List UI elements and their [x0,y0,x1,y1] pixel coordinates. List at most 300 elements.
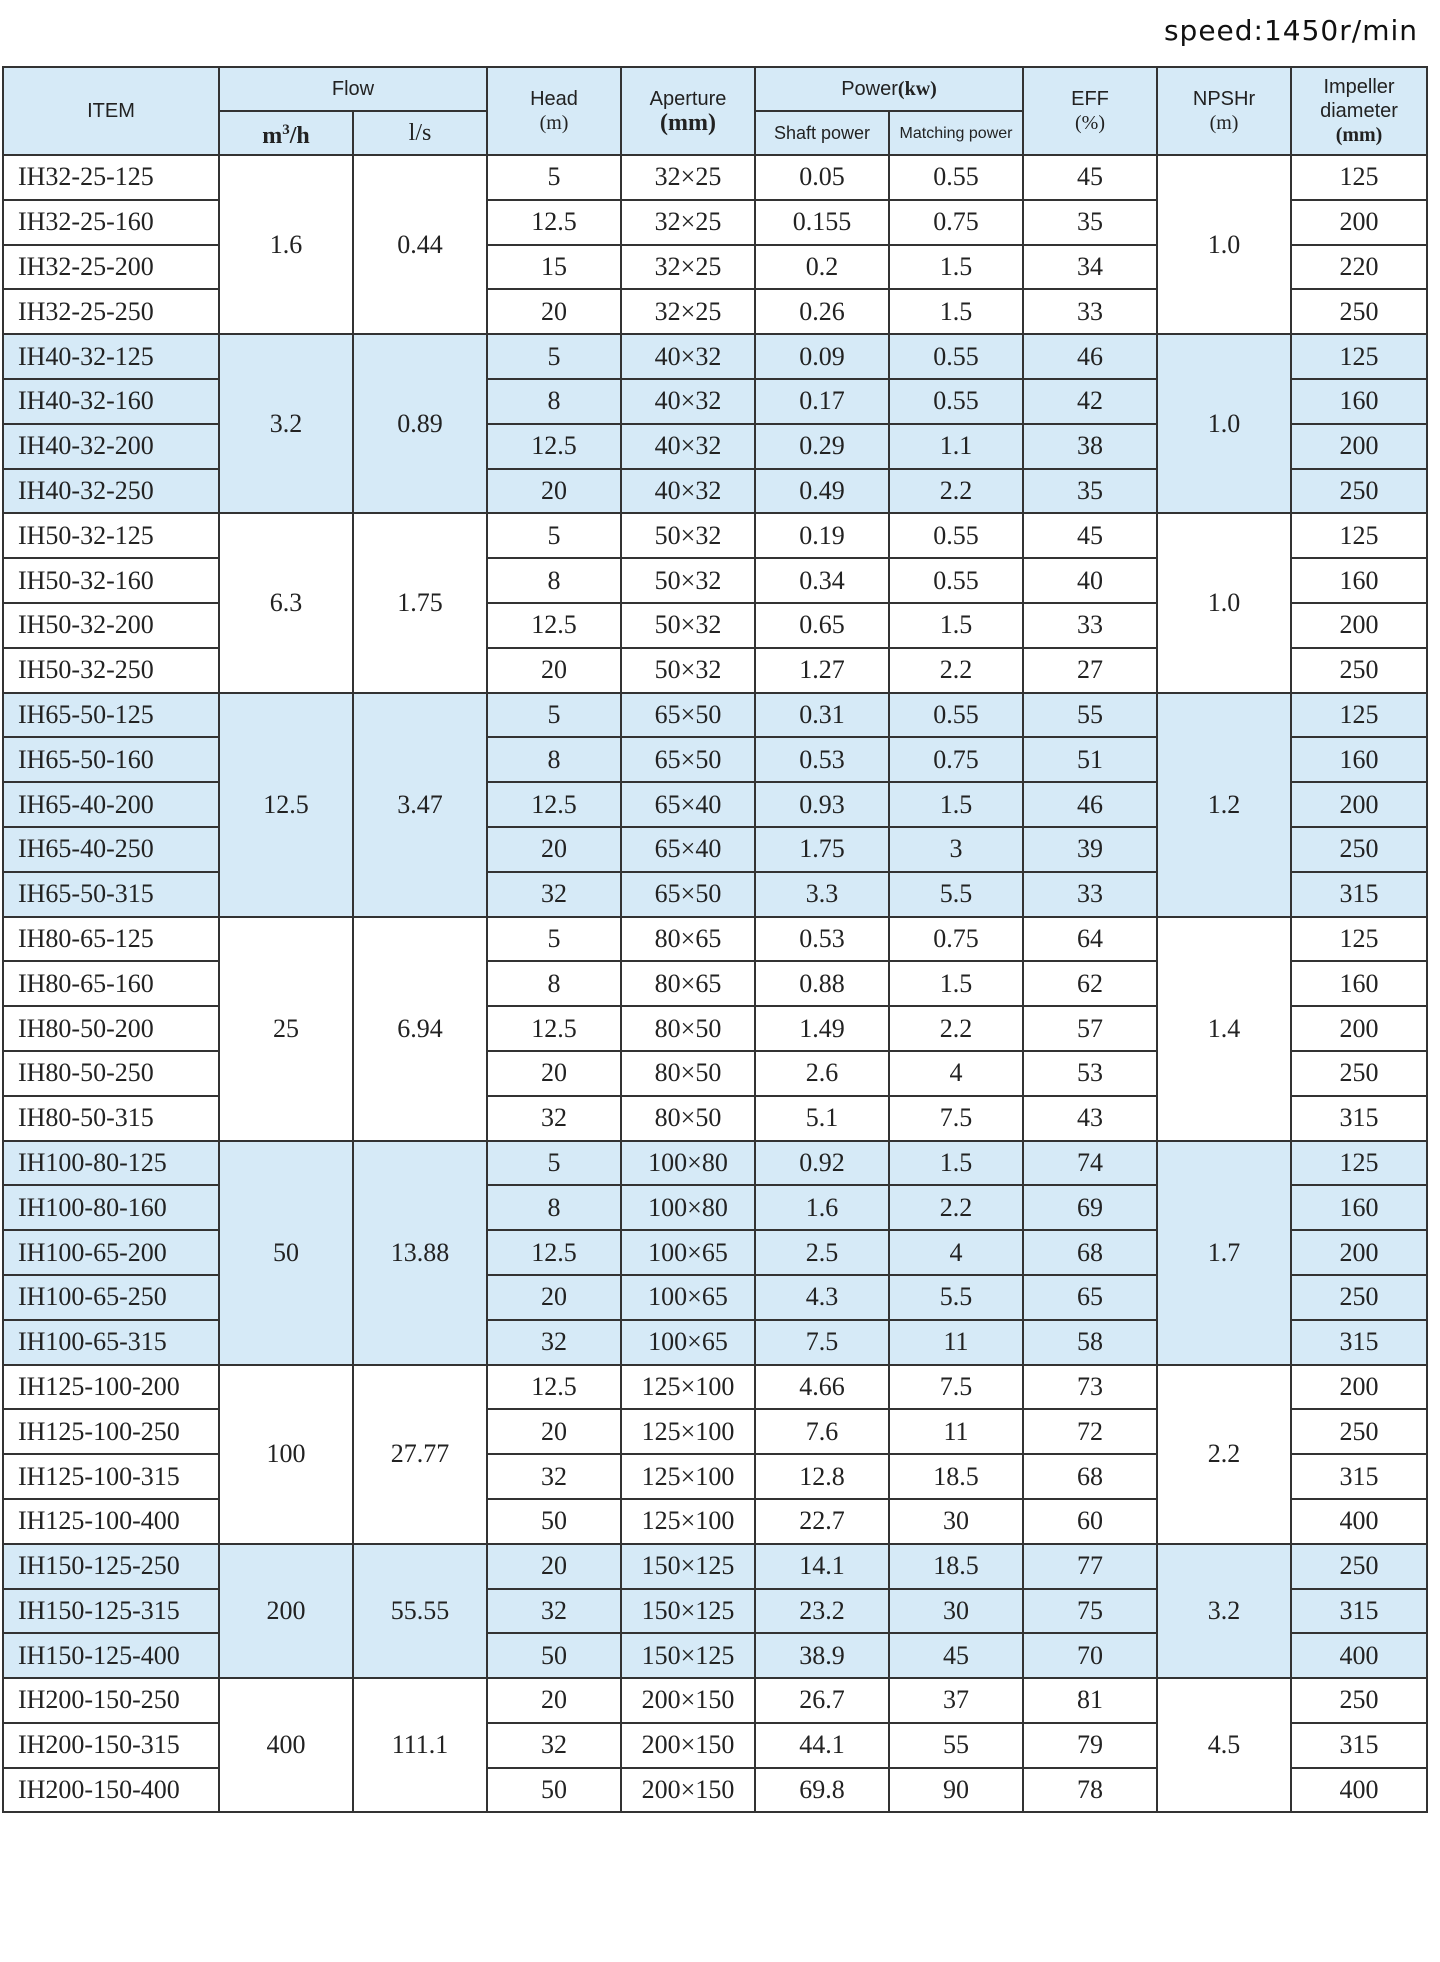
shaft-power-cell: 44.1 [755,1723,889,1768]
impeller-diameter-cell: 125 [1291,1141,1427,1186]
impeller-diameter-cell: 250 [1291,469,1427,514]
table-row [3,917,1427,962]
item-cell: IH80-65-160 [3,961,219,1006]
eff-cell: 34 [1023,245,1157,290]
impeller-diameter-cell: 400 [1291,1768,1427,1813]
matching-power-cell: 0.55 [889,379,1023,424]
npshr-cell: 1.0 [1157,513,1291,692]
impeller-diameter-cell: 160 [1291,737,1427,782]
matching-power-cell: 1.5 [889,245,1023,290]
shaft-power-cell: 0.53 [755,917,889,962]
impeller-diameter-cell: 250 [1291,1051,1427,1096]
impeller-diameter-cell: 315 [1291,1589,1427,1634]
head-cell: 50 [487,1768,621,1813]
impeller-diameter-cell: 250 [1291,1275,1427,1320]
npshr-cell: 2.2 [1157,1365,1291,1544]
matching-power-cell: 37 [889,1678,1023,1723]
item-cell: IH65-40-250 [3,827,219,872]
eff-cell: 45 [1023,513,1157,558]
npshr-cell: 1.2 [1157,693,1291,917]
matching-power-cell: 0.75 [889,737,1023,782]
item-cell: IH150-125-250 [3,1544,219,1589]
eff-cell: 51 [1023,737,1157,782]
table-row [3,334,1427,379]
item-cell: IH32-25-200 [3,245,219,290]
head-cell: 20 [487,1678,621,1723]
eff-cell: 35 [1023,469,1157,514]
speed-label: speed:1450r/min [1163,14,1418,47]
eff-cell: 46 [1023,782,1157,827]
matching-power-cell: 18.5 [889,1544,1023,1589]
matching-power-cell: 45 [889,1633,1023,1678]
flow-m3h-cell: 400 [219,1678,353,1812]
flow-ls-cell: 6.94 [353,917,487,1141]
flow-ls-cell: 3.47 [353,693,487,917]
item-cell: IH200-150-250 [3,1678,219,1723]
impeller-diameter-cell: 160 [1291,961,1427,1006]
item-cell: IH32-25-250 [3,289,219,334]
shaft-power-cell: 0.65 [755,603,889,648]
table-row [3,1544,1427,1589]
aperture-cell: 125×100 [621,1454,755,1499]
head-cell: 12.5 [487,782,621,827]
col-header-npshr: NPSHr (m) [1157,67,1291,155]
table-row [3,155,1427,200]
aperture-cell: 150×125 [621,1544,755,1589]
aperture-cell: 80×50 [621,1096,755,1141]
matching-power-cell: 1.5 [889,289,1023,334]
impeller-diameter-cell: 125 [1291,917,1427,962]
head-cell: 50 [487,1633,621,1678]
matching-power-cell: 7.5 [889,1096,1023,1141]
aperture-cell: 65×50 [621,872,755,917]
npshr-unit: (m) [1209,112,1239,134]
matching-power-cell: 55 [889,1723,1023,1768]
shaft-power-cell: 0.29 [755,424,889,469]
head-cell: 20 [487,1409,621,1454]
eff-cell: 33 [1023,603,1157,648]
head-cell: 12.5 [487,603,621,648]
item-cell: IH80-65-125 [3,917,219,962]
eff-cell: 78 [1023,1768,1157,1813]
head-cell: 32 [487,1320,621,1365]
head-cell: 12.5 [487,1365,621,1410]
eff-cell: 27 [1023,648,1157,693]
shaft-power-cell: 23.2 [755,1589,889,1634]
head-cell: 12.5 [487,1230,621,1275]
eff-cell: 57 [1023,1006,1157,1051]
matching-power-cell: 1.5 [889,1141,1023,1186]
shaft-power-cell: 22.7 [755,1499,889,1544]
eff-cell: 33 [1023,872,1157,917]
table-row [3,1365,1427,1410]
head-cell: 5 [487,693,621,738]
head-cell: 32 [487,1589,621,1634]
eff-cell: 68 [1023,1454,1157,1499]
npshr-cell: 1.7 [1157,1141,1291,1365]
aperture-cell: 32×25 [621,245,755,290]
col-header-shaft-power: Shaft power [755,111,889,155]
shaft-power-cell: 3.3 [755,872,889,917]
shaft-power-cell: 0.05 [755,155,889,200]
shaft-power-cell: 2.6 [755,1051,889,1096]
shaft-power-cell: 4.3 [755,1275,889,1320]
matching-power-cell: 2.2 [889,1006,1023,1051]
shaft-power-cell: 14.1 [755,1544,889,1589]
shaft-power-cell: 1.49 [755,1006,889,1051]
matching-power-cell: 2.2 [889,1185,1023,1230]
eff-cell: 81 [1023,1678,1157,1723]
item-cell: IH65-50-160 [3,737,219,782]
item-cell: IH40-32-200 [3,424,219,469]
aperture-cell: 100×65 [621,1230,755,1275]
aperture-cell: 80×50 [621,1006,755,1051]
head-cell: 20 [487,648,621,693]
matching-power-cell: 30 [889,1499,1023,1544]
item-cell: IH50-32-125 [3,513,219,558]
item-cell: IH125-100-250 [3,1409,219,1454]
matching-power-cell: 90 [889,1768,1023,1813]
flow-m3h-cell: 12.5 [219,693,353,917]
matching-power-cell: 0.55 [889,155,1023,200]
eff-cell: 35 [1023,200,1157,245]
shaft-power-cell: 12.8 [755,1454,889,1499]
shaft-power-cell: 0.17 [755,379,889,424]
impeller-diameter-cell: 200 [1291,1230,1427,1275]
eff-cell: 58 [1023,1320,1157,1365]
matching-power-cell: 2.2 [889,648,1023,693]
impeller-unit: (mm) [1335,124,1383,146]
head-cell: 20 [487,289,621,334]
matching-power-cell: 0.75 [889,917,1023,962]
aperture-cell: 125×100 [621,1365,755,1410]
aperture-cell: 80×65 [621,961,755,1006]
shaft-power-cell: 26.7 [755,1678,889,1723]
col-header-flow: Flow [219,67,487,111]
impeller-diameter-cell: 200 [1291,782,1427,827]
aperture-cell: 65×50 [621,693,755,738]
item-cell: IH100-80-160 [3,1185,219,1230]
head-unit: (m) [539,112,569,134]
impeller-diameter-cell: 250 [1291,1409,1427,1454]
head-cell: 5 [487,513,621,558]
head-cell: 20 [487,1544,621,1589]
matching-power-cell: 1.5 [889,782,1023,827]
aperture-cell: 65×50 [621,737,755,782]
col-header-power: Power(kw) [755,67,1023,111]
impeller-diameter-cell: 200 [1291,1365,1427,1410]
eff-cell: 42 [1023,379,1157,424]
head-cell: 32 [487,872,621,917]
matching-power-cell: 30 [889,1589,1023,1634]
eff-cell: 69 [1023,1185,1157,1230]
impeller-diameter-cell: 200 [1291,200,1427,245]
eff-cell: 60 [1023,1499,1157,1544]
head-cell: 5 [487,1141,621,1186]
flow-m3h-cell: 200 [219,1544,353,1678]
col-header-impeller-diameter: Impeller diameter (mm) [1291,67,1427,155]
matching-power-cell: 18.5 [889,1454,1023,1499]
matching-power-cell: 5.5 [889,1275,1023,1320]
head-cell: 12.5 [487,1006,621,1051]
item-cell: IH200-150-315 [3,1723,219,1768]
aperture-cell: 80×50 [621,1051,755,1096]
item-cell: IH100-80-125 [3,1141,219,1186]
aperture-unit: (mm) [660,110,716,136]
item-cell: IH100-65-200 [3,1230,219,1275]
shaft-power-cell: 7.5 [755,1320,889,1365]
head-cell: 20 [487,469,621,514]
item-cell: IH40-32-160 [3,379,219,424]
aperture-cell: 100×80 [621,1185,755,1230]
impeller-diameter-cell: 125 [1291,693,1427,738]
matching-power-cell: 4 [889,1051,1023,1096]
shaft-power-cell: 0.09 [755,334,889,379]
impeller-diameter-cell: 220 [1291,245,1427,290]
aperture-cell: 150×125 [621,1633,755,1678]
shaft-power-cell: 0.93 [755,782,889,827]
flow-m3h-cell: 25 [219,917,353,1141]
eff-cell: 79 [1023,1723,1157,1768]
matching-power-cell: 0.55 [889,513,1023,558]
head-cell: 12.5 [487,424,621,469]
impeller-diameter-cell: 250 [1291,1544,1427,1589]
item-cell: IH200-150-400 [3,1768,219,1813]
aperture-cell: 80×65 [621,917,755,962]
item-cell: IH150-125-400 [3,1633,219,1678]
col-header-item: ITEM [3,67,219,155]
item-cell: IH80-50-200 [3,1006,219,1051]
impeller-diameter-cell: 200 [1291,603,1427,648]
impeller-diameter-cell: 200 [1291,424,1427,469]
item-cell: IH65-50-315 [3,872,219,917]
eff-cell: 64 [1023,917,1157,962]
npshr-cell: 1.4 [1157,917,1291,1141]
shaft-power-cell: 1.27 [755,648,889,693]
head-cell: 20 [487,1275,621,1320]
aperture-cell: 50×32 [621,648,755,693]
aperture-cell: 40×32 [621,424,755,469]
eff-cell: 43 [1023,1096,1157,1141]
eff-cell: 33 [1023,289,1157,334]
impeller-diameter-cell: 315 [1291,1723,1427,1768]
impeller-diameter-cell: 250 [1291,827,1427,872]
impeller-diameter-cell: 250 [1291,289,1427,334]
col-header-head: Head (m) [487,67,621,155]
item-cell: IH125-100-400 [3,1499,219,1544]
table-body [3,155,1427,1812]
head-cell: 50 [487,1499,621,1544]
shaft-power-cell: 69.8 [755,1768,889,1813]
aperture-cell: 200×150 [621,1768,755,1813]
matching-power-cell: 7.5 [889,1365,1023,1410]
flow-m3h-cell: 6.3 [219,513,353,692]
eff-unit: (%) [1075,112,1105,134]
shaft-power-cell: 0.34 [755,558,889,603]
head-cell: 8 [487,961,621,1006]
aperture-cell: 40×32 [621,334,755,379]
head-cell: 32 [487,1096,621,1141]
eff-cell: 38 [1023,424,1157,469]
col-header-eff: EFF (%) [1023,67,1157,155]
item-cell: IH125-100-315 [3,1454,219,1499]
head-cell: 32 [487,1723,621,1768]
eff-cell: 72 [1023,1409,1157,1454]
item-cell: IH80-50-250 [3,1051,219,1096]
shaft-power-cell: 7.6 [755,1409,889,1454]
impeller-diameter-cell: 125 [1291,513,1427,558]
power-unit: (kw) [897,78,937,100]
head-cell: 12.5 [487,200,621,245]
impeller-diameter-cell: 400 [1291,1633,1427,1678]
impeller-diameter-cell: 400 [1291,1499,1427,1544]
head-cell: 5 [487,155,621,200]
col-header-flow-m3h: $m^3/h$ [219,111,353,155]
flow-ls-cell: 0.89 [353,334,487,513]
eff-cell: 45 [1023,155,1157,200]
item-cell: IH125-100-200 [3,1365,219,1410]
item-cell: IH32-25-125 [3,155,219,200]
aperture-cell: 65×40 [621,827,755,872]
col-header-matching-power: Matching power [889,111,1023,155]
shaft-power-cell: 5.1 [755,1096,889,1141]
npshr-cell: 1.0 [1157,334,1291,513]
shaft-power-cell: 0.2 [755,245,889,290]
impeller-diameter-cell: 315 [1291,872,1427,917]
aperture-cell: 125×100 [621,1499,755,1544]
pump-spec-table [2,66,1428,1813]
head-cell: 8 [487,558,621,603]
head-cell: 8 [487,737,621,782]
aperture-cell: 40×32 [621,469,755,514]
npshr-cell: 4.5 [1157,1678,1291,1812]
col-header-aperture: Aperture (mm) [621,67,755,155]
head-cell: 5 [487,917,621,962]
eff-cell: 39 [1023,827,1157,872]
impeller-diameter-cell: 315 [1291,1320,1427,1365]
matching-power-cell: 0.55 [889,334,1023,379]
head-cell: 8 [487,1185,621,1230]
matching-power-cell: 1.1 [889,424,1023,469]
flow-ls-cell: 55.55 [353,1544,487,1678]
flow-ls-cell: 1.75 [353,513,487,692]
impeller-diameter-cell: 250 [1291,1678,1427,1723]
shaft-power-cell: 0.92 [755,1141,889,1186]
item-cell: IH50-32-160 [3,558,219,603]
table-row [3,513,1427,558]
head-cell: 8 [487,379,621,424]
item-cell: IH65-50-125 [3,693,219,738]
item-cell: IH80-50-315 [3,1096,219,1141]
eff-cell: 73 [1023,1365,1157,1410]
shaft-power-cell: 0.49 [755,469,889,514]
flow-m3h-cell: 1.6 [219,155,353,334]
aperture-cell: 100×65 [621,1320,755,1365]
flow-ls-cell: 13.88 [353,1141,487,1365]
item-cell: IH50-32-250 [3,648,219,693]
shaft-power-cell: 4.66 [755,1365,889,1410]
matching-power-cell: 5.5 [889,872,1023,917]
aperture-cell: 40×32 [621,379,755,424]
matching-power-cell: 11 [889,1409,1023,1454]
eff-cell: 65 [1023,1275,1157,1320]
aperture-cell: 200×150 [621,1678,755,1723]
item-cell: IH150-125-315 [3,1589,219,1634]
col-header-flow-ls: l/s [353,111,487,155]
head-cell: 20 [487,1051,621,1096]
aperture-cell: 200×150 [621,1723,755,1768]
aperture-cell: 50×32 [621,513,755,558]
shaft-power-cell: 1.6 [755,1185,889,1230]
matching-power-cell: 3 [889,827,1023,872]
matching-power-cell: 1.5 [889,961,1023,1006]
eff-cell: 53 [1023,1051,1157,1096]
item-cell: IH100-65-315 [3,1320,219,1365]
item-cell: IH50-32-200 [3,603,219,648]
shaft-power-cell: 38.9 [755,1633,889,1678]
shaft-power-cell: 0.53 [755,737,889,782]
aperture-cell: 100×65 [621,1275,755,1320]
flow-ls-cell: 111.1 [353,1678,487,1812]
impeller-diameter-cell: 315 [1291,1454,1427,1499]
impeller-diameter-cell: 315 [1291,1096,1427,1141]
flow-ls-cell: 0.44 [353,155,487,334]
item-cell: IH40-32-125 [3,334,219,379]
impeller-diameter-cell: 160 [1291,558,1427,603]
matching-power-cell: 0.75 [889,200,1023,245]
head-cell: 5 [487,334,621,379]
aperture-cell: 32×25 [621,155,755,200]
matching-power-cell: 0.55 [889,558,1023,603]
eff-cell: 46 [1023,334,1157,379]
eff-cell: 68 [1023,1230,1157,1275]
item-cell: IH100-65-250 [3,1275,219,1320]
aperture-cell: 32×25 [621,200,755,245]
eff-cell: 40 [1023,558,1157,603]
eff-cell: 74 [1023,1141,1157,1186]
matching-power-cell: 11 [889,1320,1023,1365]
eff-cell: 55 [1023,693,1157,738]
shaft-power-cell: 0.31 [755,693,889,738]
impeller-diameter-cell: 160 [1291,1185,1427,1230]
matching-power-cell: 1.5 [889,603,1023,648]
impeller-diameter-cell: 125 [1291,334,1427,379]
table-header [3,67,1427,155]
flow-m3h-cell: 3.2 [219,334,353,513]
shaft-power-cell: 0.155 [755,200,889,245]
item-cell: IH32-25-160 [3,200,219,245]
matching-power-cell: 4 [889,1230,1023,1275]
matching-power-cell: 2.2 [889,469,1023,514]
shaft-power-cell: 0.88 [755,961,889,1006]
impeller-diameter-cell: 125 [1291,155,1427,200]
eff-cell: 70 [1023,1633,1157,1678]
flow-m3h-cell: 100 [219,1365,353,1544]
aperture-cell: 65×40 [621,782,755,827]
aperture-cell: 150×125 [621,1589,755,1634]
aperture-cell: 100×80 [621,1141,755,1186]
aperture-cell: 32×25 [621,289,755,334]
eff-cell: 77 [1023,1544,1157,1589]
eff-cell: 75 [1023,1589,1157,1634]
npshr-cell: 3.2 [1157,1544,1291,1678]
table-row [3,1678,1427,1723]
impeller-diameter-cell: 160 [1291,379,1427,424]
head-cell: 15 [487,245,621,290]
eff-cell: 62 [1023,961,1157,1006]
impeller-diameter-cell: 250 [1291,648,1427,693]
aperture-cell: 50×32 [621,558,755,603]
